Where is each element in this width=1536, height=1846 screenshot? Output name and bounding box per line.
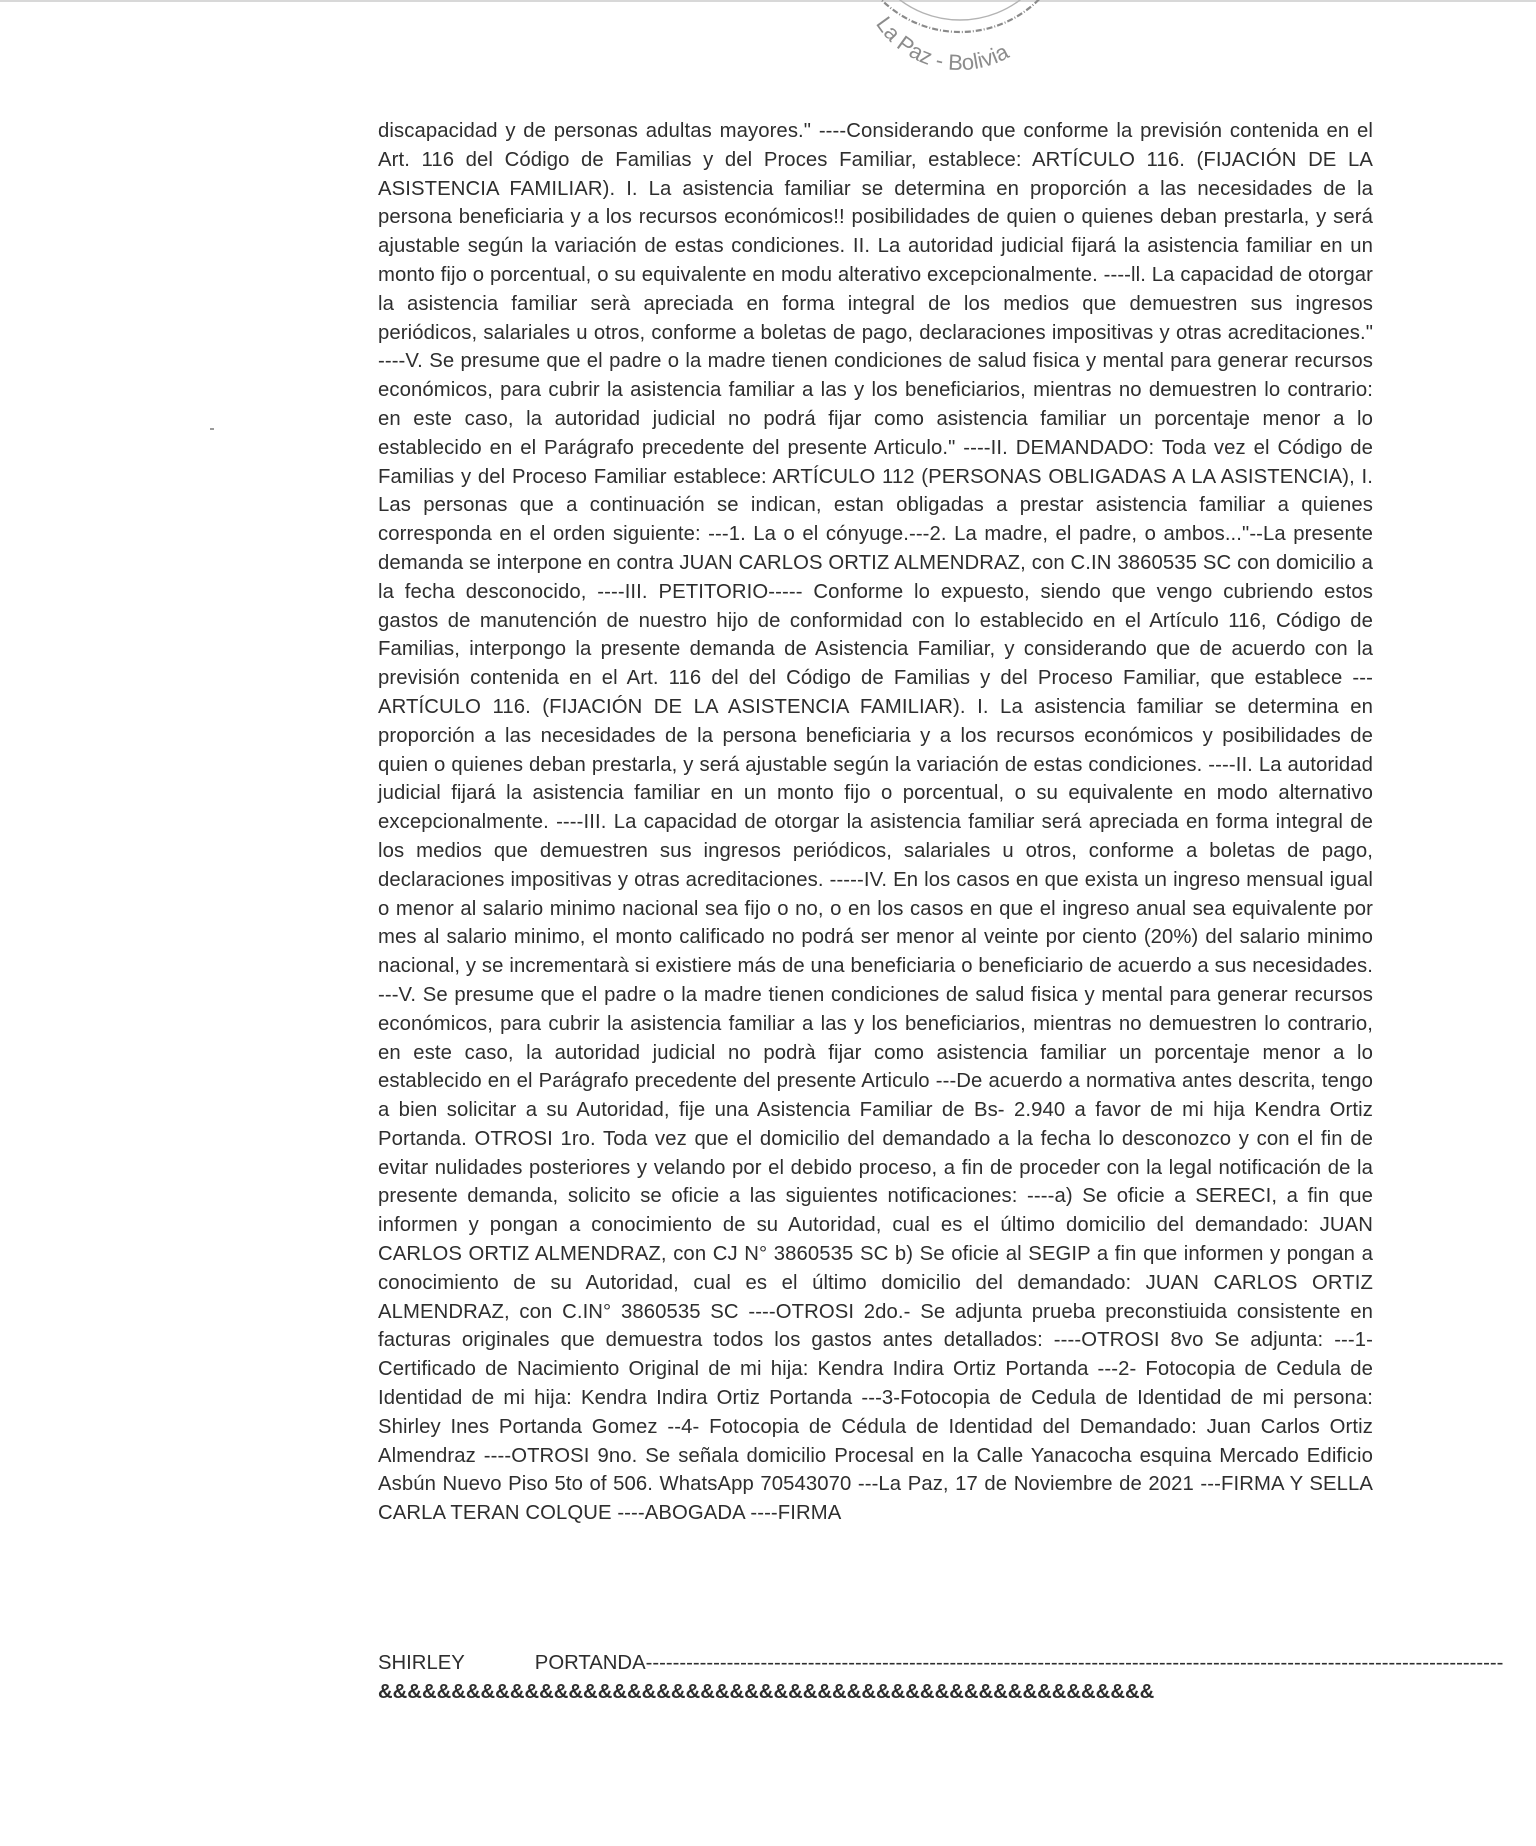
official-seal-stamp xyxy=(800,0,1100,90)
scan-top-edge xyxy=(0,0,1536,2)
signature-last-name: PORTANDA xyxy=(534,1652,646,1674)
body-paragraph: discapacidad y de personas adultas mayores." ----Considerando que conforme la previsión contenida en el Art. 116 del Código de Familias y del Proces Familiar, establece: ARTÍCULO 116. (FIJACIÓN DE LA ASISTENCIA FAMILIAR). I. La asistencia familiar se determina en proporción a las necesidades de la persona beneficiaria y a los recursos económicos!! posibilidades de quien o quienes deban prestarla, y será ajustable según la variación de estas condiciones. II. La autoridad judicial fijará la asistencia familiar en un monto fijo o porcentual, o su equivalente en modu alterativo excepcionalmente. ----ll. La capacidad de otorgar la asistencia familiar serà apreciada en forma integral de los medios que demuestren sus ingresos periódicos, salariales u otros, conforme a boletas de pago, declaraciones impositivas y otras acreditaciones." ----V. Se presume que el padre o la madre tienen condiciones de salud fisica y mental para generar recursos económicos, para cubrir la asistencia familiar a las y los beneficiarios, mientras no demuestren lo contrario: en este caso, la autoridad judicial no podrá fijar como asistencia familiar un porcentaje menor a lo establecido en el Parágrafo precedente del presente Articulo." ----II. DEMANDADO: Toda vez el Código de Familias y del Proceso Familiar establece: ARTÍCULO 112 (PERSONAS OBLIGADAS A LA ASISTENCIA), I. Las personas que a continuación se indican, estan obligadas a prestar asistencia familiar a quienes corresponda en el orden siguiente: ---1. La o el cónyuge.---2. La madre, el padre, o ambos..."--La presente demanda se interpone en contra JUAN CARLOS ORTIZ ALMENDRAZ, con C.IN 3860535 SC con domicilio a la fecha desconocido, ----III. PETITORIO----- Conforme lo expuesto, siendo que vengo cubriendo estos gastos de manutención de nuestro hijo de conformidad con lo establecido en el Artículo 116, Código de Familias, interpongo la presente demanda de Asistencia Familiar, y considerando que de acuerdo con la previsión contenida en el Art. 116 del del Código de Familias y del Proceso Familiar, que establece ---ARTÍCULO 116. (FIJACIÓN DE LA ASISTENCIA FAMILIAR). I. La asistencia familiar se determina en proporción a las necesidades de la persona beneficiaria y a los recursos económicos y posibilidades de quien o quienes deban prestarla, y será ajustable según la variación de estas condiciones. ----II. La autoridad judicial fijará la asistencia familiar en un monto fijo o porcentual, o su equivalente en modo alternativo excepcionalmente. ----III. La capacidad de otorgar la asistencia familiar será apreciada en forma integral de los medios que demuestren sus ingresos periódicos, salariales u otros, conforme a boletas de pago, declaraciones impositivas y otras acreditaciones. -----IV. En los casos en que exista un ingreso mensual igual o menor al salario minimo nacional sea fijo o no, o en los casos en que el ingreso anual sea equivalente por mes al salario minimo, el monto calificado no podrá ser menor al veinte por ciento (20%) del salario minimo nacional, y se incrementarà si existiere más de una beneficiaria o beneficiario de acuerdo a sus necesidades. ---V. Se presume que el padre o la madre tienen condiciones de salud fisica y mental para generar recursos económicos, para cubrir la asistencia familiar a las y los beneficiarios, mientras no demuestren lo contrario, en este caso, la autoridad judicial no podrà fijar como asistencia familiar un porcentaje menor a lo establecido en el Parágrafo precedente del presente Articulo ---De acuerdo a normativa antes descrita, tengo a bien solicitar a su Autoridad, fije una Asistencia Familiar de Bs- 2.940 a favor de mi hija Kendra Ortiz Portanda. OTROSI 1ro. Toda vez que el domicilio del demandado a la fecha lo desconozco y con el fin de evitar nulidades posteriores y velando por el debido proceso, a fin de proceder con la legal notificación de la presente demanda, solicito se oficie a las siguientes notificaciones: ----a) Se oficie a SERECI, a fin que informen y pongan a conocimiento de su Autoridad, cual es el último domicilio del demandado: JUAN CARLOS ORTIZ ALMENDRAZ, con CJ N° 3860535 SC b) Se oficie al SEGIP a fin que informen y pongan a conocimiento de su Autoridad, cual es el último domicilio del demandado: JUAN CARLOS ORTIZ ALMENDRAZ, con C.IN° 3860535 SC ----OTROSI 2do.- Se adjunta prueba preconstiuida consistente en facturas originales que demuestra todos los gastos antes detallados: ----OTROSI 8vo Se adjunta: ---1- Certificado de Nacimiento Original de mi hija: Kendra Indira Ortiz Portanda ---2- Fotocopia de Cedula de Identidad de mi hija: Kendra Indira Ortiz Portanda ---3-Fotocopia de Cedula de Identidad de mi persona: Shirley Ines Portanda Gomez --4- Fotocopia de Cédula de Identidad del Demandado: Juan Carlos Ortiz Almendraz ----OTROSI 9no. Se señala domicilio Procesal en la Calle Yanacocha esquina Mercado Edificio Asbún Nuevo Piso 5to of 506. WhatsApp 70543070 ---La Paz, 17 de Noviembre de 2021 ---FIRMA Y SELLA CARLA TERAN COLQUE ----ABOGADA ----FIRMA xyxy=(378,120,1373,1525)
signature-line xyxy=(378,1649,1504,1678)
scan-speck xyxy=(210,428,214,430)
signature-dashes: ------------------------------------------------------------------------------------------------------------------------------- xyxy=(645,1652,1504,1674)
closing-ampersand-line: &&&&&&&&&&&&&&&&&&&&&&&&&&&&&&&&&&&&&&&&&&&&&&&&&&&&& xyxy=(378,1681,1155,1703)
seal-text: La Paz - Bolivia xyxy=(871,11,1013,76)
signature-first-name: SHIRLEY xyxy=(378,1652,465,1674)
seal-graphic xyxy=(800,0,1100,90)
document-body xyxy=(378,117,1373,1528)
